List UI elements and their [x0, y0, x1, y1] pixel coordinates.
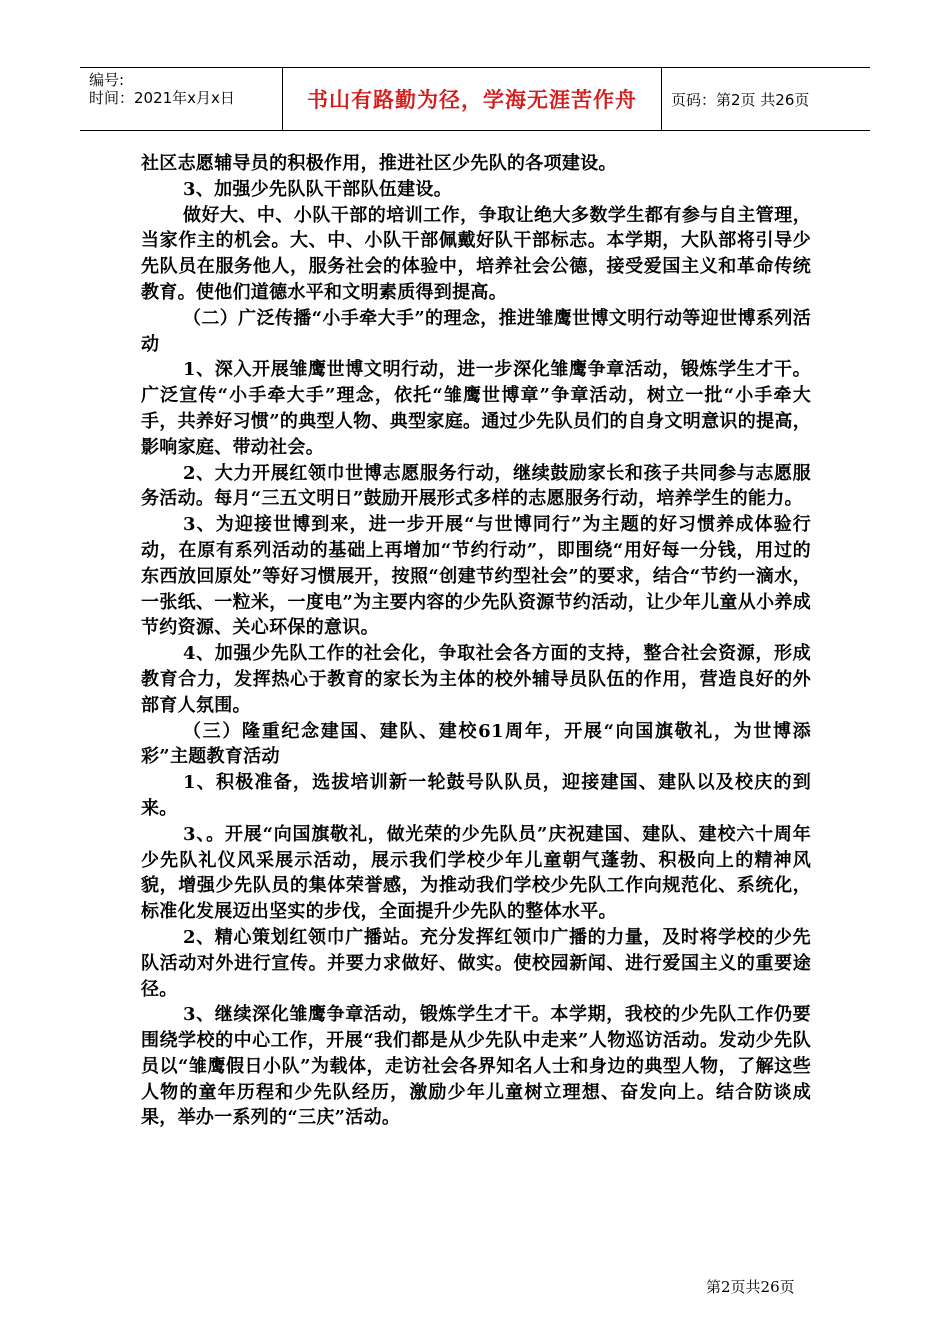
paragraph: 3、为迎接世博到来，进一步开展“与世博同行”为主题的好习惯养成体验行动，在原有系列活动的基础上再增加“节约行动”，即围绕“用好每一分钱，用过的东西放回原处”等好习惯展开，按照“创建节约型社会”的要求，结合“节约一滴水，一张纸、一粒米，一度电”为主要内容的少先队资源节约活动，让少年儿童从小养成节约资源、关心环保的意识。 [141, 514, 811, 639]
paragraph: 3、继续深化雏鹰争章活动，锻炼学生才干。本学期，我校的少先队工作仍要围绕学校的中心工作，开展“我们都是从少先队中走来”人物巡访活动。发动少先队员以“雏鹰假日小队”为载体，走访社会各界知名人士和身边的典型人物，了解这些人物的童年历程和少先队经历，激励少年儿童树立理想、奋发向上。结合防谈成果，举办一系列的“三庆”活动。 [141, 1004, 811, 1129]
header-meta [80, 68, 282, 130]
paragraph: 社区志愿辅导员的积极作用，推进社区少先队的各项建设。 [141, 153, 617, 174]
paragraph: 1、深入开展雏鹰世博文明行动，进一步深化雏鹰争章活动，锻炼学生才干。广泛宣传“小手牵大手”理念，依托“雏鹰世博章”争章活动，树立一批“小手牵大手，共养好习惯”的典型人物、典型家庭。通过少先队员们的自身文明意识的提高，影响家庭、带动社会。 [141, 359, 811, 458]
header-page-info: 页码：第2页 共26页 [671, 90, 810, 109]
document-body [141, 151, 811, 1131]
serial-number-label: 编号: [89, 71, 125, 89]
date-label: 时间：2021年x月x日 [89, 89, 235, 107]
paragraph: 2、大力开展红领巾世博志愿服务行动，继续鼓励家长和孩子共同参与志愿服务活动。每月“三五文明日”鼓励开展形式多样的志愿服务行动，培养学生的能力。 [141, 462, 811, 510]
paragraph: 做好大、中、小队干部的培训工作，争取让绝大多数学生都有参与自主管理，当家作主的机会。大、中、小队干部佩戴好队干部标志。本学期，大队部将引导少先队员在服务他人，服务社会的体验中，培养社会公德，接受爱国主义和革命传统教育。使他们道德水平和文明素质得到提高。 [141, 204, 811, 303]
paragraph: 3、加强少先队队干部队伍建设。 [183, 178, 453, 200]
paragraph: 3、。开展“向国旗敬礼，做光荣的少先队员”庆祝建国、建队、建校六十周年少先队礼仪风采展示活动，展示我们学校少年儿童朝气蓬勃、积极向上的精神风貌，增强少先队员的集体荣誉感，为推动我们学校少先队工作向规范化、系统化，标准化发展迈出坚实的步伐，全面提升少先队的整体水平。 [141, 823, 811, 923]
paragraph: （二）广泛传播“小手牵大手”的理念，推进雏鹰世博文明行动等迎世博系列活动 [141, 307, 811, 355]
paragraph: （三）隆重纪念建国、建队、建校61周年，开展“向国旗敬礼，为世博添彩”主题教育活动 [141, 720, 811, 768]
header-motto: 书山有路勤为径，学海无涯苦作舟 [282, 68, 662, 130]
page-header [80, 67, 870, 131]
footer-page-number: 第2页共26页 [706, 1278, 795, 1296]
paragraph: 2、精心策划红领巾广播站。充分发挥红领巾广播的力量，及时将学校的少先队活动对外进行宣传。并要力求做好、做实。使校园新闻、进行爱国主义的重要途径。 [141, 926, 811, 1000]
paragraph: 1、积极准备，选拔培训新一轮鼓号队队员，迎接建国、建队以及校庆的到来。 [141, 772, 811, 819]
paragraph: 4、加强少先队工作的社会化，争取社会各方面的支持，整合社会资源，形成教育合力，发挥热心于教育的家长为主体的校外辅导员队伍的作用，营造良好的外部育人氛围。 [141, 643, 811, 716]
